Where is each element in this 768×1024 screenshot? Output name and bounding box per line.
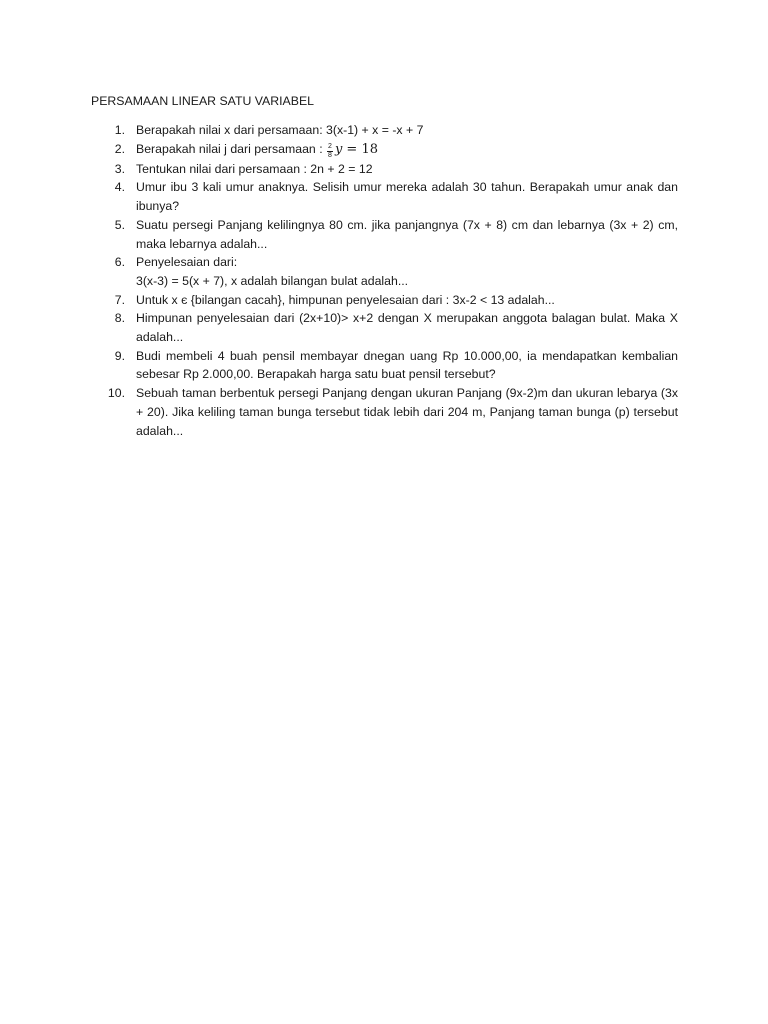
question-text	[136, 140, 678, 160]
question-number: 8.	[114, 311, 125, 326]
question-number: 4.	[114, 180, 125, 195]
question-number: 5.	[114, 217, 125, 232]
question-item-5	[91, 216, 678, 253]
equation-rest: = 18	[342, 141, 378, 157]
question-text-prefix: Berapakah nilai j dari persamaan :	[136, 141, 327, 156]
question-item-10	[91, 384, 678, 440]
question-text: Tentukan nilai dari persamaan : 2n + 2 = 12	[136, 161, 373, 176]
question-text: Sebuah taman berbentuk persegi Panjang dengan ukuran Panjang (9x-2)m dan ukuran lebarya (3x + 20). Jika keliling taman bunga tersebut tidak lebih dari 204 m, Panjang taman bunga (p) tersebut adalah...	[136, 386, 678, 438]
question-text-line: 3(x-3) = 5(x + 7), x adalah bilangan bulat adalah...	[136, 273, 409, 288]
question-text: Berapakah nilai x dari persamaan: 3(x-1) + x = -x + 7	[136, 123, 424, 137]
question-number: 9.	[114, 348, 125, 363]
question-text: Untuk x є {bilangan cacah}, himpunan penyelesaian dari : 3x-2 < 13 adalah...	[136, 292, 555, 307]
question-number: 10.	[107, 386, 125, 401]
document-title: PERSAMAAN LINEAR SATU VARIABEL	[91, 94, 315, 108]
question-number: 7.	[114, 292, 125, 307]
question-item-7	[91, 291, 678, 310]
question-number: 6.	[114, 255, 125, 270]
question-item-1	[91, 121, 678, 140]
question-item-4	[91, 178, 678, 215]
question-item-6	[91, 253, 678, 290]
question-text: Suatu persegi Panjang kelilingnya 80 cm. jika panjangnya (7x + 8) cm dan lebarnya (3x + 2) cm, maka lebarnya adalah...	[136, 217, 678, 251]
question-text: Himpunan penyelesaian dari (2x+10)> x+2 dengan X merupakan anggota balagan bulat. Maka X adalah...	[136, 311, 678, 345]
question-item-9	[91, 347, 678, 384]
fraction-denominator: 8	[328, 151, 332, 159]
question-number: 3.	[114, 161, 125, 176]
question-item-3	[91, 160, 678, 179]
question-text	[136, 253, 678, 290]
question-text: Umur ibu 3 kali umur anaknya. Selisih umur mereka adalah 30 tahun. Berapakah umur anak dan ibunya?	[136, 180, 678, 214]
equation-fraction	[327, 143, 333, 160]
equation-variable: y	[334, 141, 343, 157]
fraction-numerator: 2	[328, 142, 332, 150]
question-number: 1.	[114, 123, 125, 137]
question-number: 2.	[114, 141, 125, 156]
question-text: Budi membeli 4 buah pensil membayar dnegan uang Rp 10.000,00, ia mendapatkan kembalian sebesar Rp 2.000,00. Berapakah harga satu buat pensil tersebut?	[136, 348, 678, 382]
question-item-8	[91, 309, 678, 346]
question-text-line: Penyelesaian dari:	[136, 255, 238, 270]
question-list	[91, 121, 678, 440]
question-item-2	[91, 140, 678, 160]
